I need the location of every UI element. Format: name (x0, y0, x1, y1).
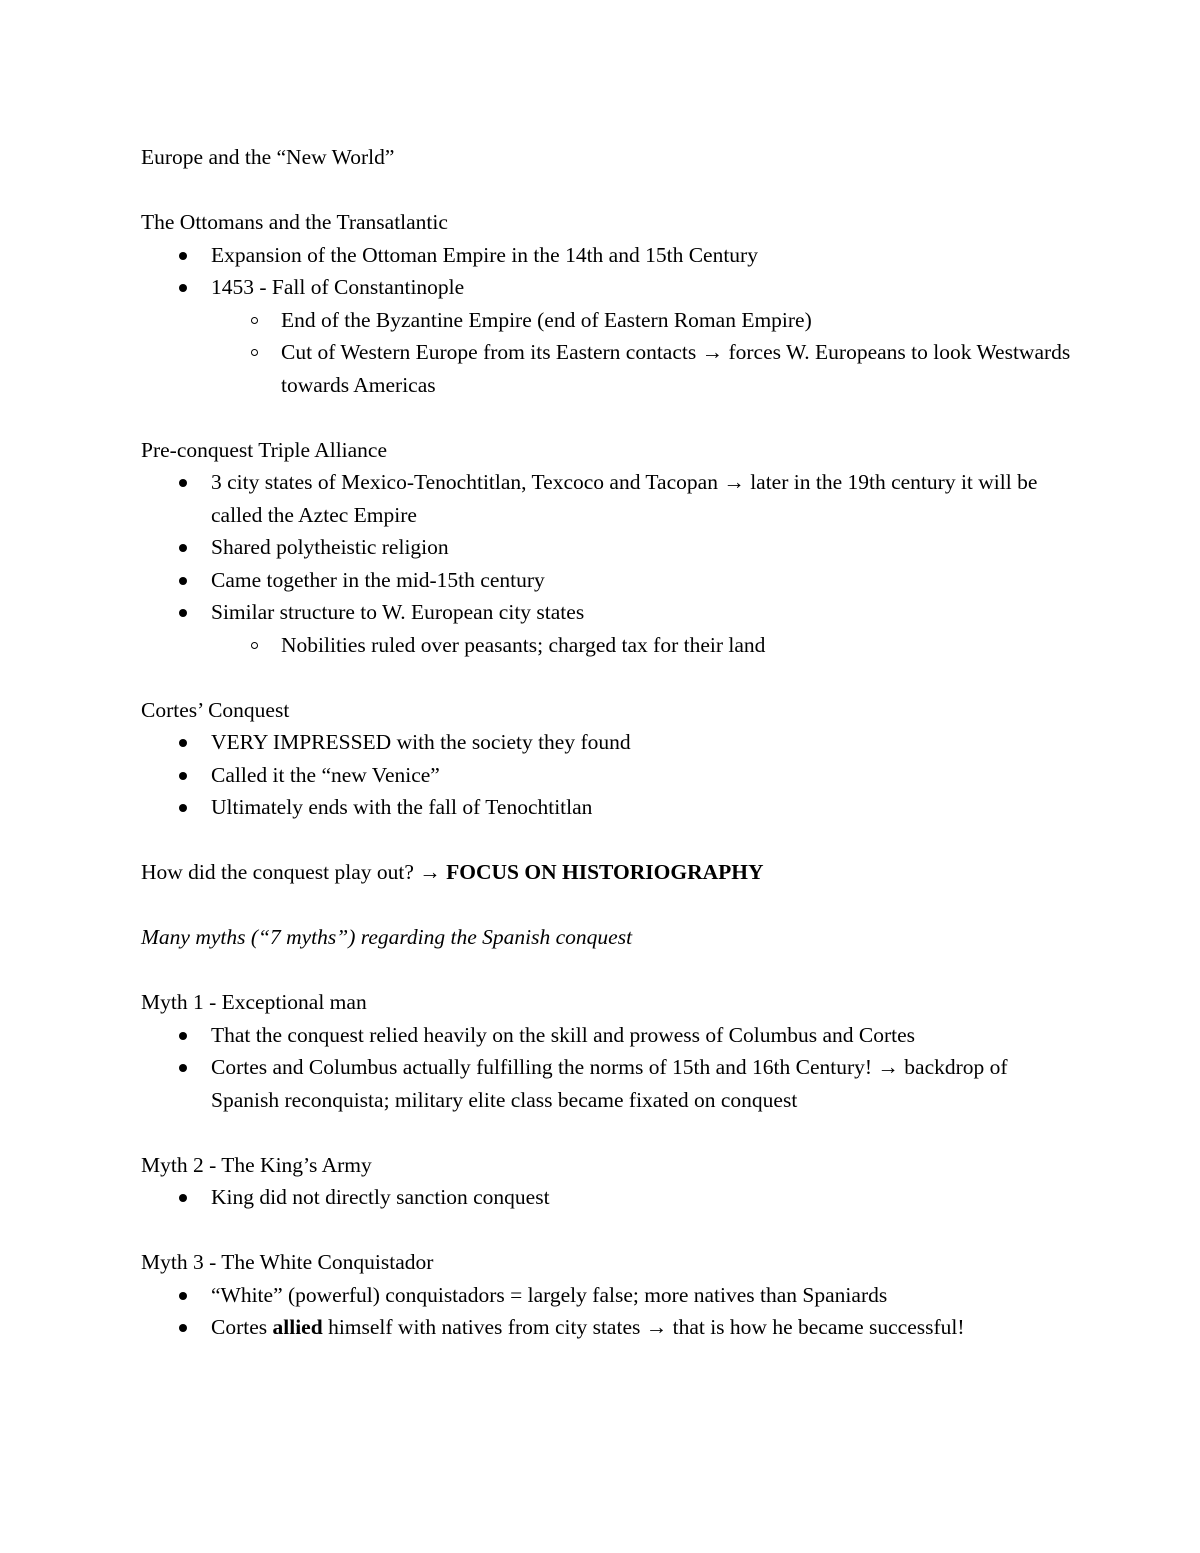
list-item (141, 531, 1076, 564)
sub-list-item (211, 629, 1076, 662)
historiography-prefix: How did the conquest play out? → (141, 860, 447, 884)
sub-list (211, 629, 1076, 662)
myth2-list (141, 1181, 1076, 1214)
section-heading-alliance: Pre-conquest Triple Alliance (141, 437, 388, 462)
section-heading-myth3: Myth 3 - The White Conquistador (141, 1250, 434, 1274)
bullet-icon (179, 772, 187, 780)
spacer (141, 1116, 1076, 1149)
spacer (141, 661, 1076, 694)
sub-list-item (211, 336, 1076, 401)
spacer (141, 889, 1076, 922)
bullet-icon (179, 739, 187, 747)
section-heading-myth2: Myth 2 - The King’s Army (141, 1152, 372, 1177)
list-item (141, 1019, 1076, 1052)
list-item-text: VERY IMPRESSED with the society they found (211, 730, 631, 754)
list-item (141, 1051, 1076, 1116)
sub-list (211, 304, 1076, 402)
list-item-text: Expansion of the Ottoman Empire in the 14th and 15th Century (211, 242, 758, 267)
list-item (141, 271, 1076, 401)
bold-text-run: allied (272, 1315, 323, 1339)
hollow-bullet-icon (251, 349, 258, 356)
cortes-list (141, 726, 1076, 824)
list-item-text: King did not directly sanction conquest (211, 1185, 550, 1209)
sub-list-item (211, 304, 1076, 337)
bullet-icon (179, 1032, 187, 1040)
spacer (141, 401, 1076, 434)
spacer (141, 1214, 1076, 1247)
list-item (141, 239, 1076, 272)
document-page (141, 141, 1076, 1344)
alliance-list (141, 466, 1076, 661)
list-item-text: 3 city states of Mexico-Tenochtitlan, Texcoco and Tacopan → later in the 19th century it will be called the Aztec Empire (211, 470, 1038, 527)
text-run: himself with natives from city states → that is how he became successful! (322, 1315, 965, 1339)
bullet-icon (179, 544, 187, 552)
spacer (141, 174, 1076, 207)
list-item (141, 1181, 1076, 1214)
list-item (141, 791, 1076, 824)
list-item (141, 726, 1076, 759)
hollow-bullet-icon (251, 317, 258, 324)
list-item-text: 1453 - Fall of Constantinople (211, 275, 465, 299)
bullet-icon (179, 804, 187, 812)
list-item (141, 564, 1076, 597)
list-item-text: Shared polytheistic religion (211, 535, 449, 559)
section-heading-ottomans: The Ottomans and the Transatlantic (141, 210, 448, 234)
list-item (141, 1311, 1076, 1344)
bullet-icon (179, 1292, 187, 1300)
spacer (141, 954, 1076, 987)
list-item-text: Came together in the mid-15th century (211, 567, 545, 592)
bullet-icon (179, 284, 187, 292)
hollow-bullet-icon (251, 642, 258, 649)
document-title: Europe and the “New World” (141, 145, 395, 169)
bullet-icon (179, 577, 187, 585)
myth3-list (141, 1279, 1076, 1344)
bullet-icon (179, 479, 187, 487)
bullet-icon (179, 1194, 187, 1202)
sub-list-item-text: End of the Byzantine Empire (end of Eastern Roman Empire) (281, 307, 812, 332)
sub-list-item-text: Nobilities ruled over peasants; charged tax for their land (281, 632, 766, 657)
historiography-focus: FOCUS ON HISTORIOGRAPHY (446, 860, 764, 884)
sub-list-item-text: Cut of Western Europe from its Eastern contacts → forces W. Europeans to look Westwards towards Americas (281, 340, 1071, 397)
list-item-text: Cortes and Columbus actually fulfilling the norms of 15th and 16th Century! → backdrop of Spanish reconquista; military elite class became fixated on conquest (211, 1055, 1008, 1112)
section-heading-myth1: Myth 1 - Exceptional man (141, 990, 367, 1014)
list-item (141, 759, 1076, 792)
myths-intro: Many myths (“7 myths”) regarding the Spanish conquest (141, 925, 633, 949)
list-item (141, 596, 1076, 661)
ottomans-list (141, 239, 1076, 402)
text-run: Cortes (211, 1315, 273, 1339)
list-item-text: Ultimately ends with the fall of Tenochtitlan (211, 795, 593, 819)
list-item (141, 466, 1076, 531)
list-item-text (211, 1315, 965, 1339)
list-item-text: That the conquest relied heavily on the skill and prowess of Columbus and Cortes (211, 1022, 915, 1047)
bullet-icon (179, 252, 187, 260)
bullet-icon (179, 609, 187, 617)
historiography-line (141, 856, 1076, 889)
list-item-text: Called it the “new Venice” (211, 762, 440, 787)
list-item-text: “White” (powerful) conquistadors = largely false; more natives than Spaniards (211, 1282, 888, 1307)
section-heading-cortes: Cortes’ Conquest (141, 697, 290, 722)
bullet-icon (179, 1324, 187, 1332)
list-item-text: Similar structure to W. European city states (211, 600, 585, 624)
bullet-icon (179, 1064, 187, 1072)
spacer (141, 824, 1076, 857)
myth1-list (141, 1019, 1076, 1117)
list-item (141, 1279, 1076, 1312)
